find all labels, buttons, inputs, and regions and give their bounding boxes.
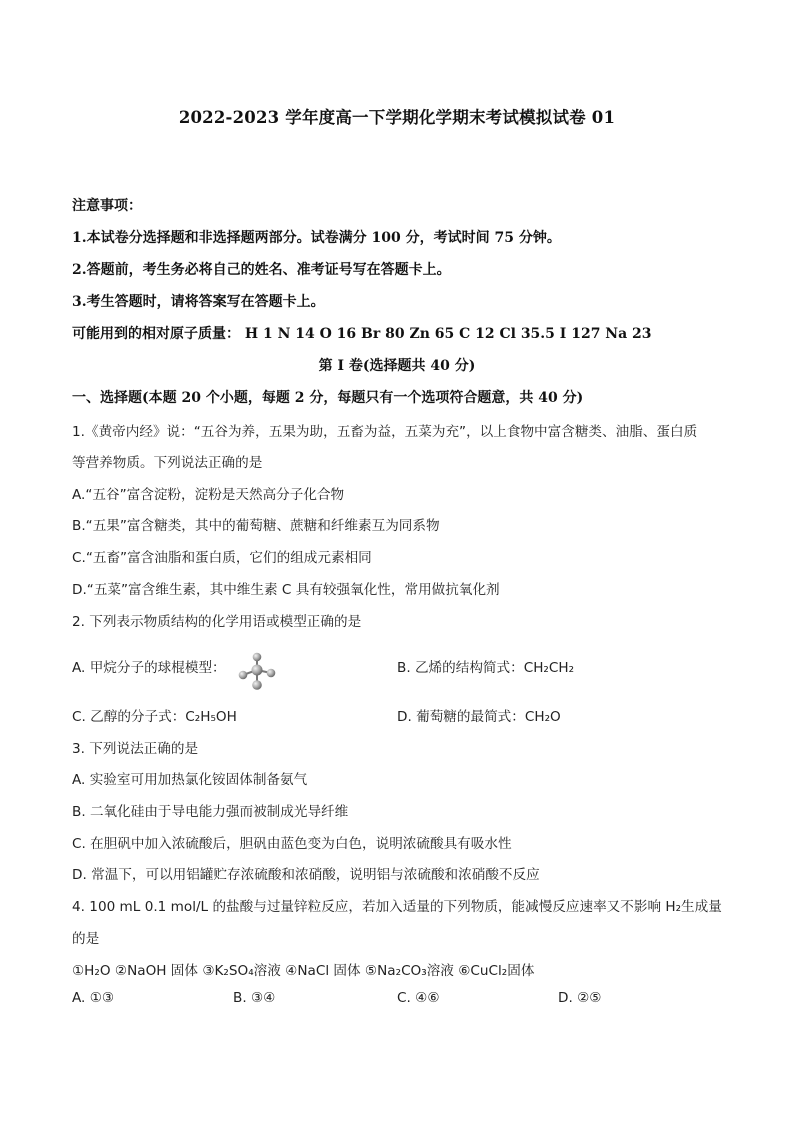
- q3-option-d: D. 常温下，可以用铝罐贮存浓硫酸和浓硝酸，说明铝与浓硫酸和浓硝酸不反应: [72, 867, 540, 883]
- q4-option-d: D. ②⑤: [558, 990, 602, 1006]
- q2-option-d: D. 葡萄糖的最简式：CH₂O: [397, 709, 561, 725]
- note-2: 2.答题前，考生务必将自己的姓名、准考证号写在答题卡上。: [72, 262, 451, 278]
- methane-ball-stick-model-icon: [235, 652, 279, 692]
- note-3: 3.考生答题时，请将答案写在答题卡上。: [72, 294, 325, 310]
- q4-option-b: B. ③④: [233, 990, 276, 1006]
- q3-stem: 3. 下列说法正确的是: [72, 741, 199, 757]
- page-title: 2022-2023 学年度高一下学期化学期末考试模拟试卷 01: [178, 108, 616, 127]
- q4-option-a: A. ①③: [72, 990, 115, 1006]
- q4-stem-line2: 的是: [72, 931, 100, 947]
- section-title: 第 I 卷(选择题共 40 分): [318, 358, 476, 374]
- q1-stem-line1: 1.《黄帝内经》说：“五谷为养，五果为助，五畜为益，五菜为充”，以上食物中富含糖类、油脂、蛋白质: [72, 424, 698, 440]
- atomic-masses: 可能用到的相对原子质量： H 1 N 14 O 16 Br 80 Zn 65 C 12 Cl 35.5 I 127 Na 23: [72, 326, 652, 342]
- q1-option-d: D.“五菜”富含维生素，其中维生素 C 具有较强氧化性，常用做抗氧化剂: [72, 582, 500, 598]
- q4-stem-line1: 4. 100 mL 0.1 mol/L 的盐酸与过量锌粒反应，若加入适量的下列物质，能减慢反应速率又不影响 H₂生成量: [72, 899, 722, 915]
- q2-option-c: C. 乙醇的分子式：C₂H₅OH: [72, 709, 237, 725]
- q3-option-c: C. 在胆矾中加入浓硫酸后，胆矾由蓝色变为白色，说明浓硫酸具有吸水性: [72, 836, 512, 852]
- notes-heading: 注意事项：: [72, 198, 142, 214]
- q2-stem: 2. 下列表示物质结构的化学用语或模型正确的是: [72, 614, 362, 630]
- q4-option-c: C. ④⑥: [397, 990, 440, 1006]
- q4-items: ①H₂O ②NaOH 固体 ③K₂SO₄溶液 ④NaCl 固体 ⑤Na₂CO₃溶液 ⑥CuCl₂固体: [72, 963, 535, 979]
- q1-option-c: C.“五畜”富含油脂和蛋白质，它们的组成元素相同: [72, 550, 372, 566]
- q1-option-b: B.“五果”富含糖类，其中的葡萄糖、蔗糖和纤维素互为同系物: [72, 518, 440, 534]
- section-heading: 一、选择题(本题 20 个小题，每题 2 分，每题只有一个选项符合题意，共 40 分): [72, 390, 584, 406]
- q1-option-a: A.“五谷”富含淀粉，淀粉是天然高分子化合物: [72, 487, 345, 503]
- q2-option-a: A. 甲烷分子的球棍模型：: [72, 660, 226, 676]
- q2-option-b: B. 乙烯的结构简式：CH₂CH₂: [397, 660, 575, 676]
- note-1: 1.本试卷分选择题和非选择题两部分。试卷满分 100 分，考试时间 75 分钟。: [72, 230, 561, 246]
- q3-option-b: B. 二氧化硅由于导电能力强而被制成光导纤维: [72, 804, 349, 820]
- q3-option-a: A. 实验室可用加热氯化铵固体制备氨气: [72, 772, 308, 788]
- q1-stem-line2: 等营养物质。下列说法正确的是: [72, 455, 263, 471]
